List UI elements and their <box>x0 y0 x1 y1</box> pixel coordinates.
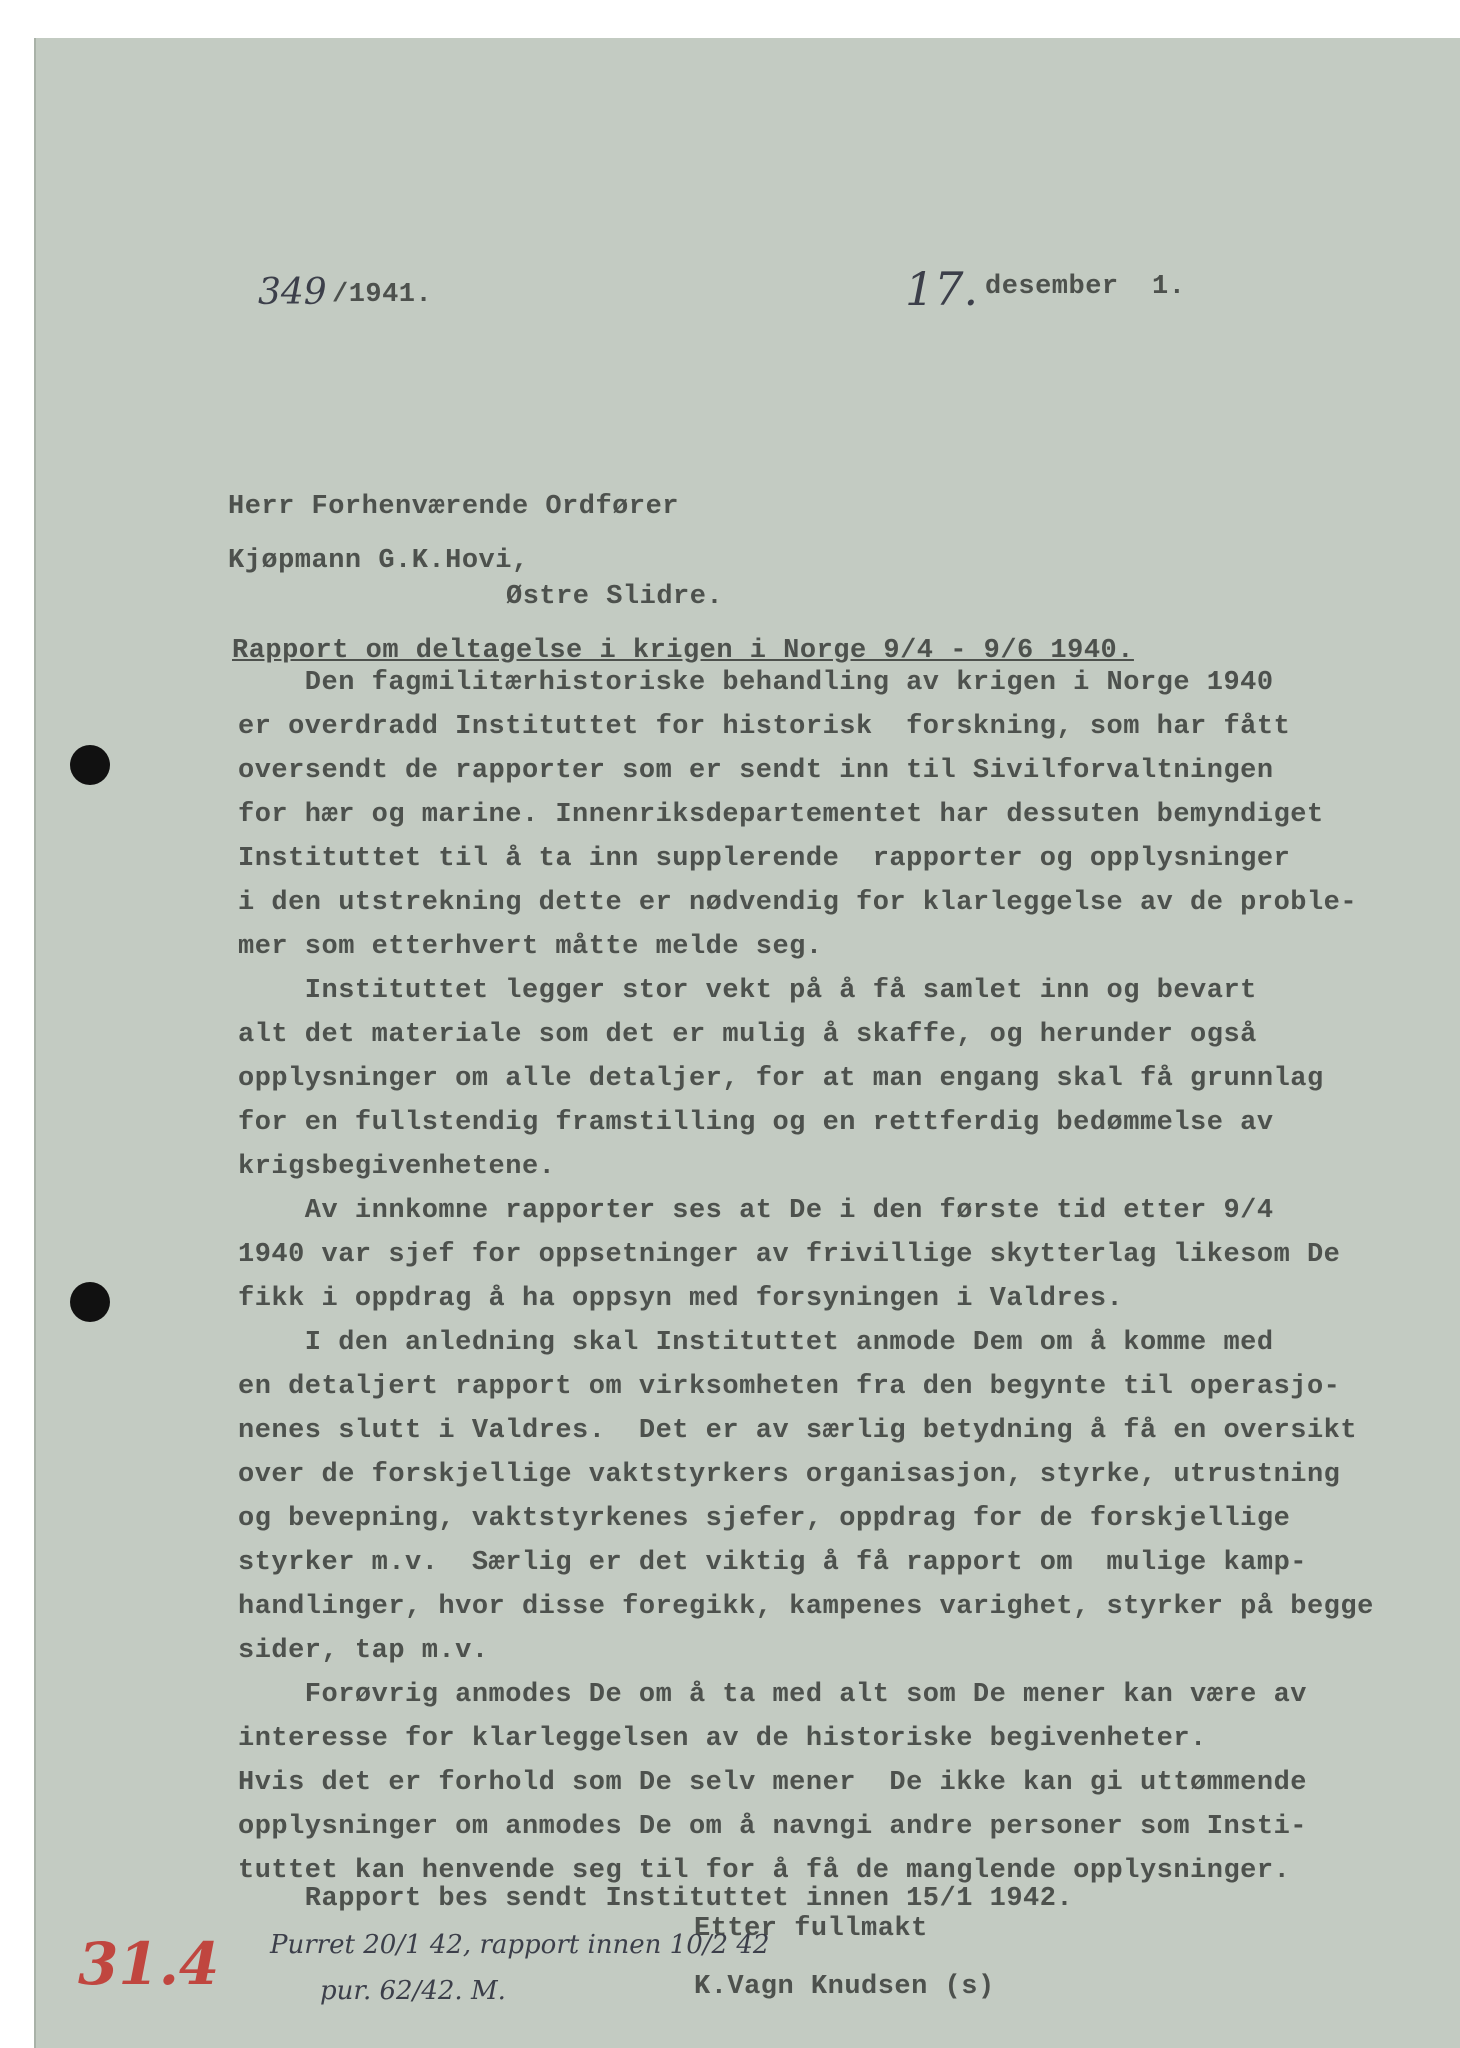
body-line: over de forskjellige vaktstyrkers organisasjon, styrke, utrustning <box>238 1460 1341 1490</box>
body-line: nenes slutt i Valdres. Det er av særlig betydning å få en oversikt <box>238 1416 1358 1446</box>
body-line: Instituttet til å ta inn supplerende rapporter og opplysninger <box>238 844 1291 874</box>
body-line: Rapport bes sendt Instituttet innen 15/1 1942. <box>238 1884 1074 1914</box>
body-line: en detaljert rapport om virksomheten fra den begynte til operasjo- <box>238 1372 1341 1402</box>
recipient-line-1: Herr Forhenværende Ordfører <box>228 492 679 522</box>
body-line: Av innkomne rapporter ses at De i den første tid etter 9/4 <box>238 1196 1274 1226</box>
reference-year: /1941. <box>332 280 433 310</box>
date-day-handwritten: 17. <box>905 262 979 316</box>
recipient-line-2: Kjøpmann G.K.Hovi, <box>228 546 529 576</box>
signature: K.Vagn Knudsen (s) <box>694 1972 995 2002</box>
body-line: for hær og marine. Innenriksdepartementet har dessuten bemyndiget <box>238 800 1324 830</box>
body-line: handlinger, hvor disse foregikk, kampenes varighet, styrker på begge <box>238 1592 1374 1622</box>
body-line: er overdradd Instituttet for historisk forskning, som har fått <box>238 712 1291 742</box>
body-line: og bevepning, vaktstyrkenes sjefer, oppdrag for de forskjellige <box>238 1504 1291 1534</box>
handwritten-note-line-1: Purret 20/1 42, rapport innen 10/2 42 <box>270 1930 770 1960</box>
body-line: interesse for klarleggelsen av de historiske begivenheter. <box>238 1724 1207 1754</box>
subject-line: Rapport om deltagelse i krigen i Norge 9/4 - 9/6 1940. <box>232 636 1134 666</box>
body-line: Forøvrig anmodes De om å ta med alt som De mener kan være av <box>238 1680 1307 1710</box>
body-line: styrker m.v. Særlig er det viktig å få rapport om mulige kamp- <box>238 1548 1307 1578</box>
body-line: for en fullstendig framstilling og en rettferdig bedømmelse av <box>238 1108 1274 1138</box>
body-line: sider, tap m.v. <box>238 1636 489 1666</box>
closing-authority: Etter fullmakt <box>694 1914 928 1944</box>
punch-hole-top <box>70 745 110 785</box>
body-line: opplysninger om anmodes De om å navngi andre personer som Insti- <box>238 1812 1307 1842</box>
punch-hole-bottom <box>70 1282 110 1322</box>
body-line: alt det materiale som det er mulig å skaffe, og herunder også <box>238 1020 1257 1050</box>
body-line: oversendt de rapporter som er sendt inn til Sivilforvaltningen <box>238 756 1274 786</box>
recipient-line-3: Østre Slidre. <box>506 582 724 612</box>
red-pencil-number: 31.4 <box>78 1930 220 1998</box>
handwritten-note-line-2: pur. 62/42. M. <box>320 1976 506 2006</box>
reference-number-handwritten: 349 <box>258 272 327 313</box>
body-line: 1940 var sjef for oppsetninger av frivillige skytterlag likesom De <box>238 1240 1341 1270</box>
body-line: Den fagmilitærhistoriske behandling av krigen i Norge 1940 <box>238 668 1274 698</box>
body-line: I den anledning skal Instituttet anmode Dem om å komme med <box>238 1328 1274 1358</box>
body-line: fikk i oppdrag å ha oppsyn med forsyningen i Valdres. <box>238 1284 1124 1314</box>
body-line: opplysninger om alle detaljer, for at man engang skal få grunnlag <box>238 1064 1324 1094</box>
date-month-year: desember 1. <box>985 272 1186 302</box>
body-line: Instituttet legger stor vekt på å få samlet inn og bevart <box>238 976 1257 1006</box>
body-line: tuttet kan henvende seg til for å få de manglende opplysninger. <box>238 1856 1291 1886</box>
body-line: Hvis det er forhold som De selv mener De ikke kan gi uttømmende <box>238 1768 1307 1798</box>
body-line: mer som etterhvert måtte melde seg. <box>238 932 823 962</box>
body-line: krigsbegivenhetene. <box>238 1152 556 1182</box>
body-line: i den utstrekning dette er nødvendig for klarleggelse av de proble- <box>238 888 1358 918</box>
